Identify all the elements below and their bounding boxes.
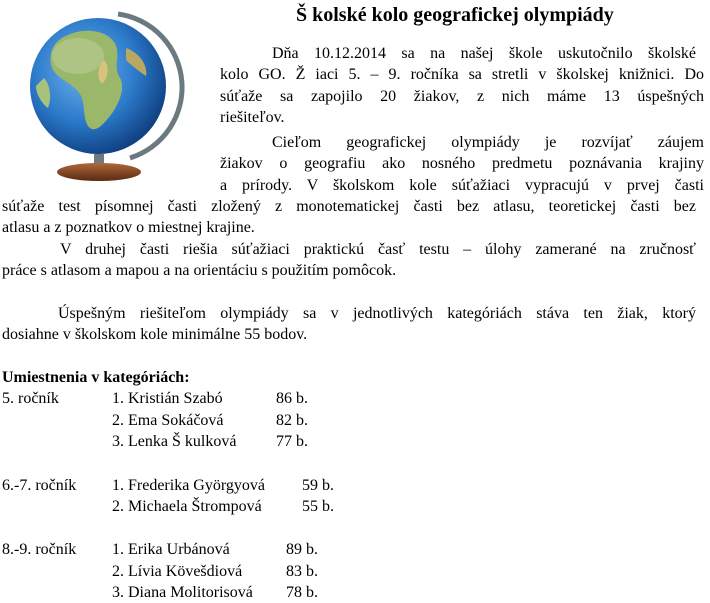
result-entry: 2. Michaela Štrompová [112,498,262,515]
category-name: 8.-9. ročník [2,541,77,558]
result-entry: 1. Erika Urbánová [112,541,230,558]
result-entry: 1. Kristián Szabó [112,390,223,407]
result-entry: 2. Lívia Kövešdiová [112,563,243,580]
result-entry: 3. Diana Molitorisová [112,584,253,601]
goal-line-3: a prírody. V školskom kole súťažiaci vypracujú v prvej časti [220,177,704,194]
success-line-1: Úspešným riešiteľom olympiády sa v jednotlivých kategóriách stáva ten žiak, ktorý [58,305,696,322]
intro-line-2: kolo GO. Ž iaci 5. – 9. ročníka sa stretli v školskej knižnici. Do [220,66,704,83]
results-heading: Umiestnenia v kategóriách: [2,369,190,386]
page-title: Š kolské kolo geografickej olympiády [296,4,614,26]
goal-line-4: súťaže test písomnej časti zložený z monotematickej časti bez atlasu, teoretickej časti bez [2,198,696,215]
success-line-2: dosiahne v školskom kole minimálne 55 bodov. [2,326,308,343]
result-points: 59 b. [302,477,334,494]
result-entry: 2. Ema Sokáčová [112,412,224,429]
result-points: 82 b. [276,412,308,429]
second-line-2: práce s atlasom a mapou a na orientáciu s použitím pomôcok. [2,262,397,279]
result-points: 83 b. [286,563,318,580]
result-entry: 1. Frederika Györgyová [112,477,265,494]
intro-line-4: riešiteľov. [220,109,285,126]
result-points: 55 b. [302,498,334,515]
intro-line-3: súťaže sa zapojilo 20 žiakov, z nich máme 13 úspešných [220,88,704,105]
goal-line-5: atlasu a z poznatkov o miestnej krajine. [2,219,255,236]
result-points: 77 b. [276,433,308,450]
result-points: 78 b. [286,584,318,601]
intro-line-1: Dňa 10.12.2014 sa na našej škole uskutočnilo školské [272,45,696,62]
globe-image [22,8,192,184]
category-name: 6.-7. ročník [2,477,77,494]
category-name: 5. ročník [2,390,59,407]
goal-line-1: Cieľom geografickej olympiády je rozvíjať záujem [272,134,704,151]
goal-line-2: žiakov o geografiu ako nosného predmetu poznávania krajiny [220,155,704,172]
result-points: 89 b. [286,541,318,558]
second-line-1: V druhej časti riešia súťažiaci praktickú časť testu – úlohy zamerané na zručnosť [60,241,696,258]
result-points: 86 b. [276,390,308,407]
result-entry: 3. Lenka Š kulková [112,433,237,450]
